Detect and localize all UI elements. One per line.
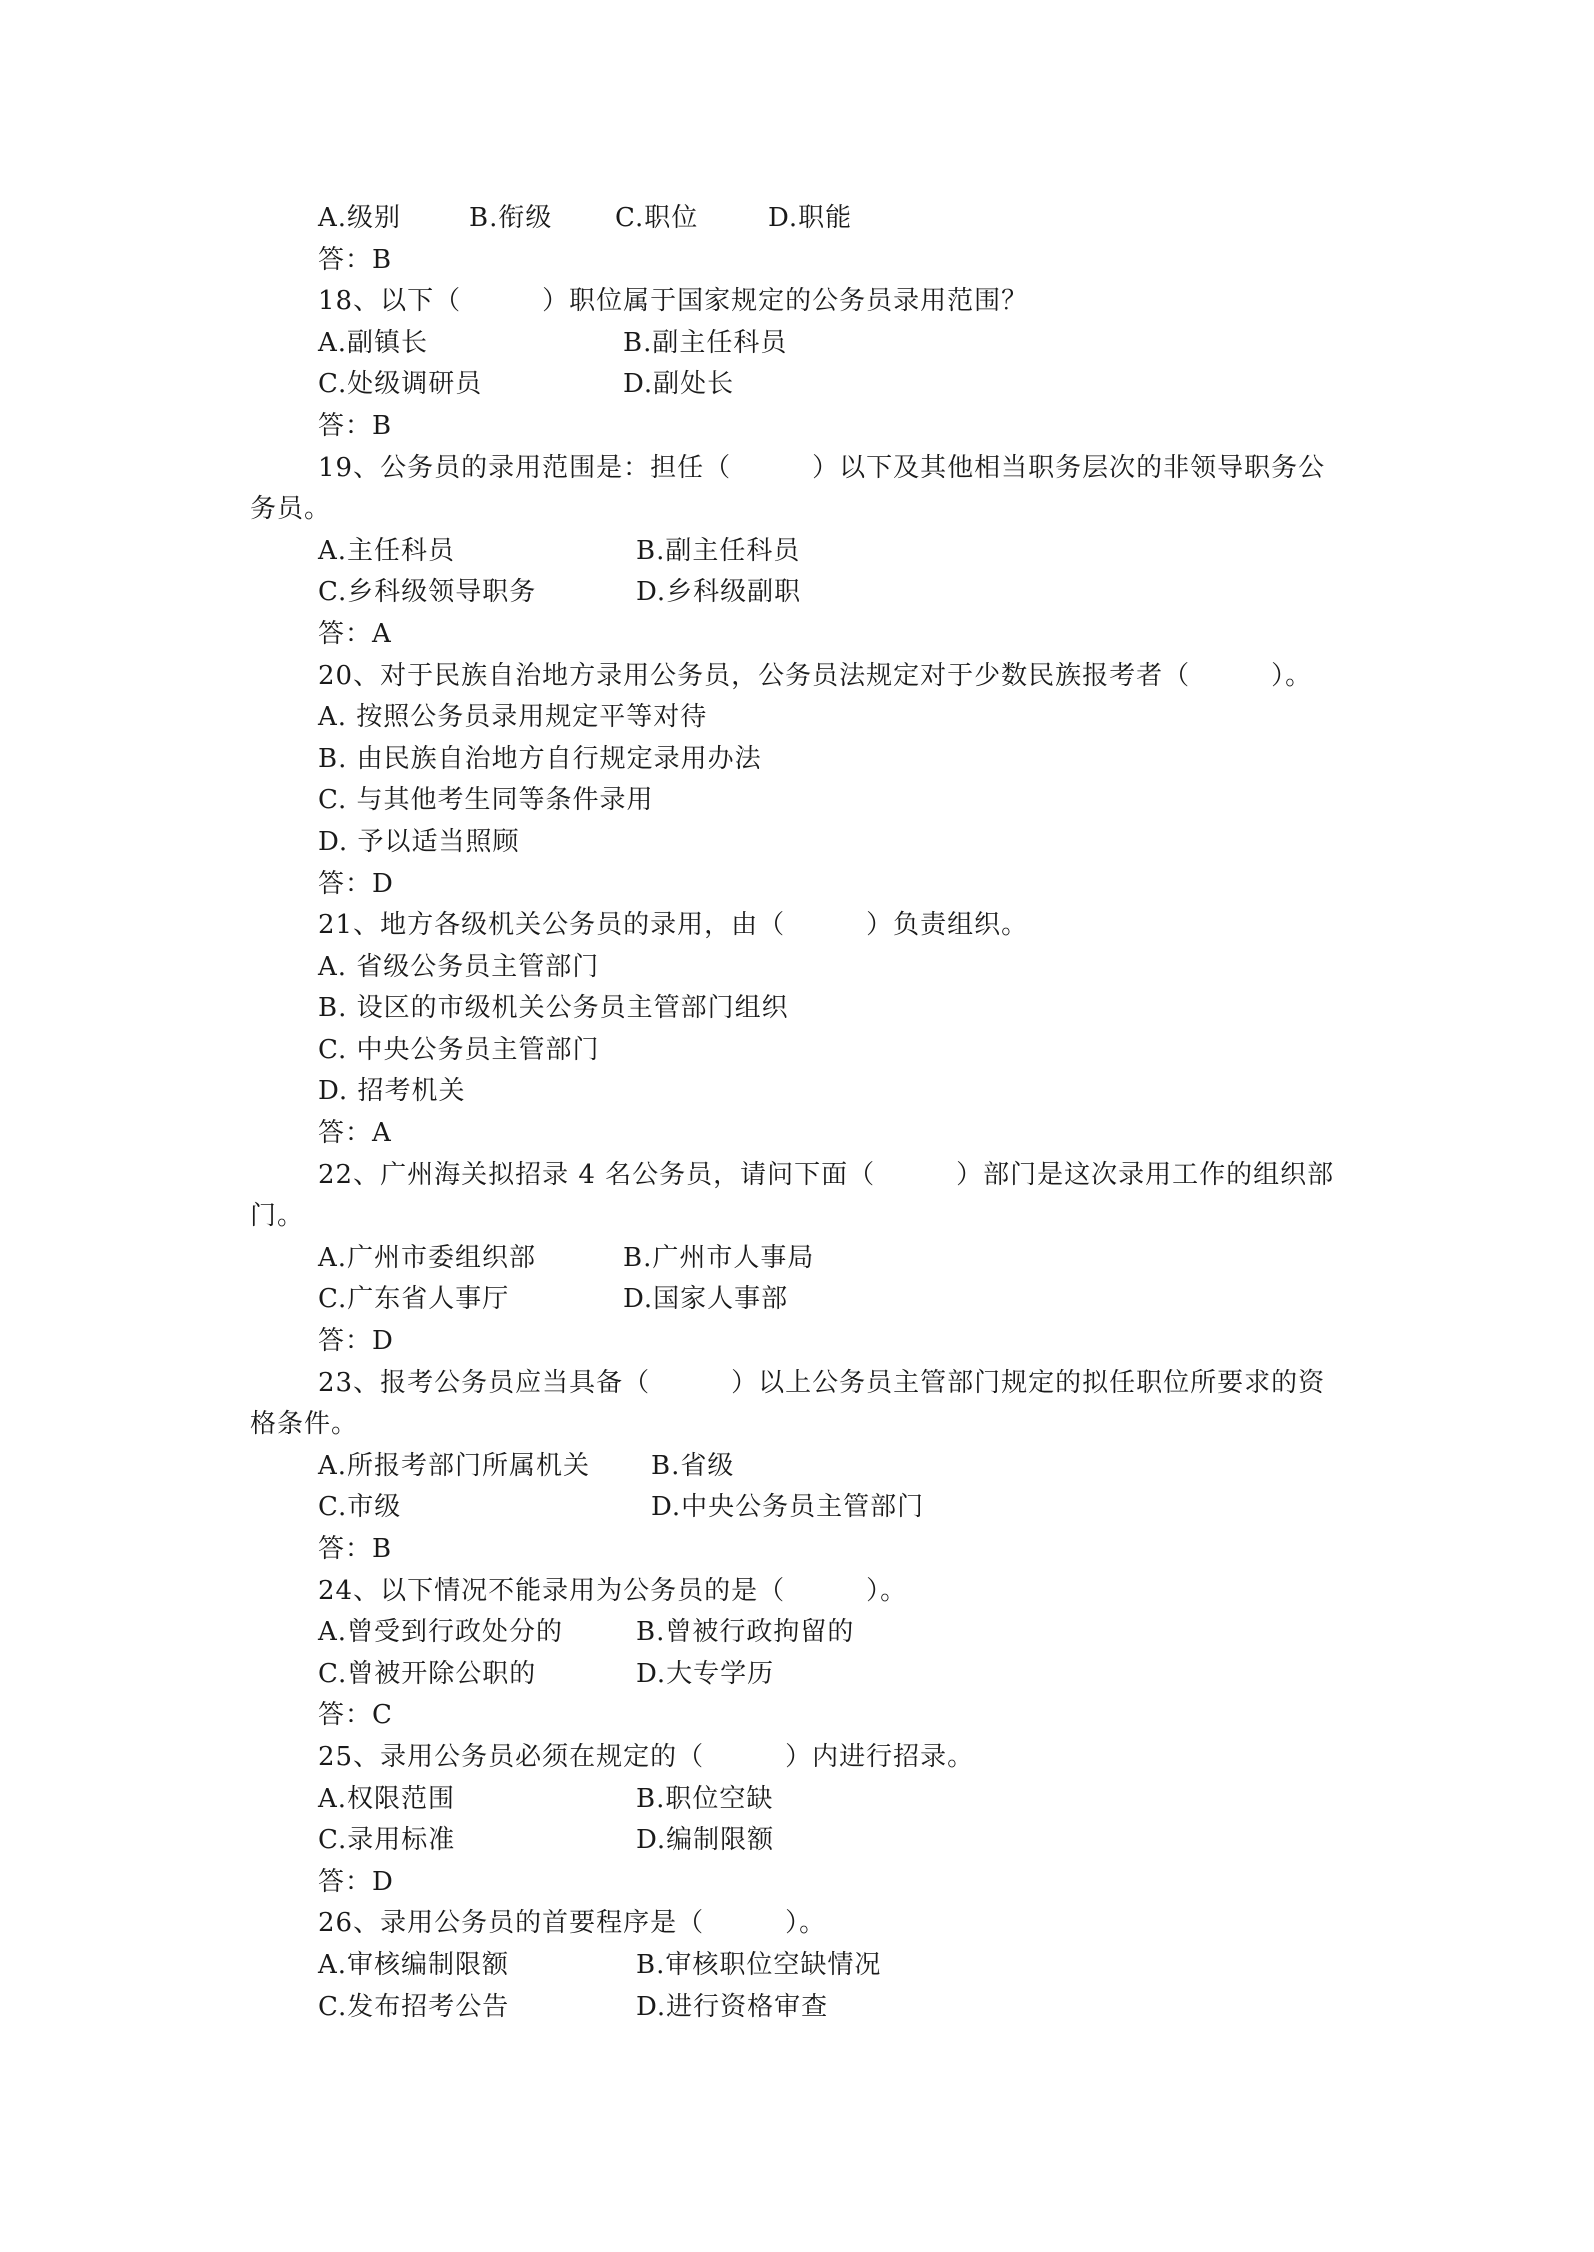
q21-option-c: C. 中央公务员主管部门 <box>318 1034 600 1065</box>
q17-options <box>250 198 1358 240</box>
q19-options-row2 <box>250 572 1358 614</box>
q22-options-row1 <box>250 1238 1358 1280</box>
q23-option-b: B.省级 <box>651 1450 735 1481</box>
q18-stem: 18、以下（ ）职位属于国家规定的公务员录用范围？ <box>318 286 1029 317</box>
q24-options-row1 <box>250 1612 1358 1654</box>
q25-option-d: D.编制限额 <box>636 1825 775 1856</box>
q25-options-row1 <box>250 1779 1358 1821</box>
q23-answer: 答：B <box>318 1534 393 1564</box>
q20-stem: 20、对于民族自治地方录用公务员，公务员法规定对于少数民族报考者（ ）。 <box>318 660 1313 691</box>
q18-options-row2 <box>250 364 1358 406</box>
question-list <box>250 198 1358 2028</box>
q19-stem-line1: 19、公务员的录用范围是：担任（ ）以下及其他相当职务层次的非领导职务公 <box>318 452 1326 483</box>
q25-options-row2 <box>250 1820 1358 1862</box>
q24-answer: 答：C <box>318 1700 393 1731</box>
q24-option-c: C.曾被开除公职的 <box>318 1658 537 1689</box>
q24-option-d: D.大专学历 <box>636 1658 775 1689</box>
q23-stem-line2: 格条件。 <box>250 1409 359 1440</box>
q20-option-b: B. 由民族自治地方自行规定录用办法 <box>318 743 762 774</box>
q17-option-b: B.衔级 <box>469 203 553 233</box>
q18-option-a: A.副镇长 <box>318 327 429 358</box>
q20-option-d: D. 予以适当照顾 <box>318 826 520 857</box>
q23-stem-line1: 23、报考公务员应当具备（ ）以上公务员主管部门规定的拟任职位所要求的资 <box>318 1367 1326 1398</box>
q21-option-b: B. 设区的市级机关公务员主管部门组织 <box>318 993 789 1024</box>
q19-option-d: D.乡科级副职 <box>636 577 802 608</box>
q23-option-c: C.市级 <box>318 1492 402 1523</box>
q26-option-a: A.审核编制限额 <box>318 1949 510 1980</box>
q19-answer: 答：A <box>318 618 392 649</box>
q26-stem: 26、录用公务员的首要程序是（ ）。 <box>318 1908 827 1939</box>
q26-options-row2 <box>250 1987 1358 2029</box>
q19-options-row1 <box>250 531 1358 573</box>
q21-option-a: A. 省级公务员主管部门 <box>318 951 600 982</box>
q17-option-d: D.职能 <box>768 203 853 233</box>
q25-stem: 25、录用公务员必须在规定的（ ）内进行招录。 <box>318 1741 975 1772</box>
q24-option-a: A.曾受到行政处分的 <box>318 1617 564 1648</box>
q18-answer: 答：B <box>318 410 393 441</box>
q23-options-row1 <box>250 1446 1358 1488</box>
q24-options-row2 <box>250 1654 1358 1696</box>
q21-stem: 21、地方各级机关公务员的录用，由（ ）负责组织。 <box>318 910 1029 941</box>
q17-option-c: C.职位 <box>615 203 699 233</box>
q25-option-a: A.权限范围 <box>318 1783 456 1814</box>
q19-option-b: B.副主任科员 <box>636 535 801 566</box>
q20-option-a: A. 按照公务员录用规定平等对待 <box>318 702 708 733</box>
q21-answer: 答：A <box>318 1118 392 1149</box>
q19-option-c: C.乡科级领导职务 <box>318 577 537 608</box>
q22-answer: 答：D <box>318 1326 394 1357</box>
q18-option-d: D.副处长 <box>623 369 735 400</box>
q22-options-row2 <box>250 1279 1358 1321</box>
q22-option-b: B.广州市人事局 <box>623 1242 815 1273</box>
q22-option-a: A.广州市委组织部 <box>318 1242 537 1273</box>
q26-options-row1 <box>250 1945 1358 1987</box>
q23-option-d: D.中央公务员主管部门 <box>651 1492 925 1523</box>
q25-answer: 答：D <box>318 1866 394 1897</box>
q21-option-d: D. 招考机关 <box>318 1076 466 1107</box>
q17-option-a: A.级别 <box>318 203 402 233</box>
q26-option-c: C.发布招考公告 <box>318 1991 510 2022</box>
q24-option-b: B.曾被行政拘留的 <box>636 1617 855 1648</box>
q20-answer: 答：D <box>318 868 394 899</box>
q22-option-c: C.广东省人事厅 <box>318 1284 510 1315</box>
q20-option-c: C. 与其他考生同等条件录用 <box>318 785 654 816</box>
q26-option-d: D.进行资格审查 <box>636 1991 829 2022</box>
q18-option-c: C.处级调研员 <box>318 369 483 400</box>
q22-option-d: D.国家人事部 <box>623 1284 789 1315</box>
q26-option-b: B.审核职位空缺情况 <box>636 1949 882 1980</box>
q25-option-b: B.职位空缺 <box>636 1783 774 1814</box>
q25-option-c: C.录用标准 <box>318 1825 456 1856</box>
q18-option-b: B.副主任科员 <box>623 327 788 358</box>
q22-stem-line1: 22、广州海关拟招录 4 名公务员，请问下面（ ）部门是这次录用工作的组织部 <box>318 1159 1335 1190</box>
q23-option-a: A.所报考部门所属机关 <box>318 1450 591 1481</box>
q23-options-row2 <box>250 1487 1358 1529</box>
q18-options-row1 <box>250 323 1358 365</box>
q19-stem-line2: 务员。 <box>250 494 332 525</box>
q22-stem-line2: 门。 <box>250 1201 305 1232</box>
q19-option-a: A.主任科员 <box>318 535 456 566</box>
q17-answer: 答：B <box>318 244 393 275</box>
q24-stem: 24、以下情况不能录用为公务员的是（ ）。 <box>318 1575 908 1606</box>
